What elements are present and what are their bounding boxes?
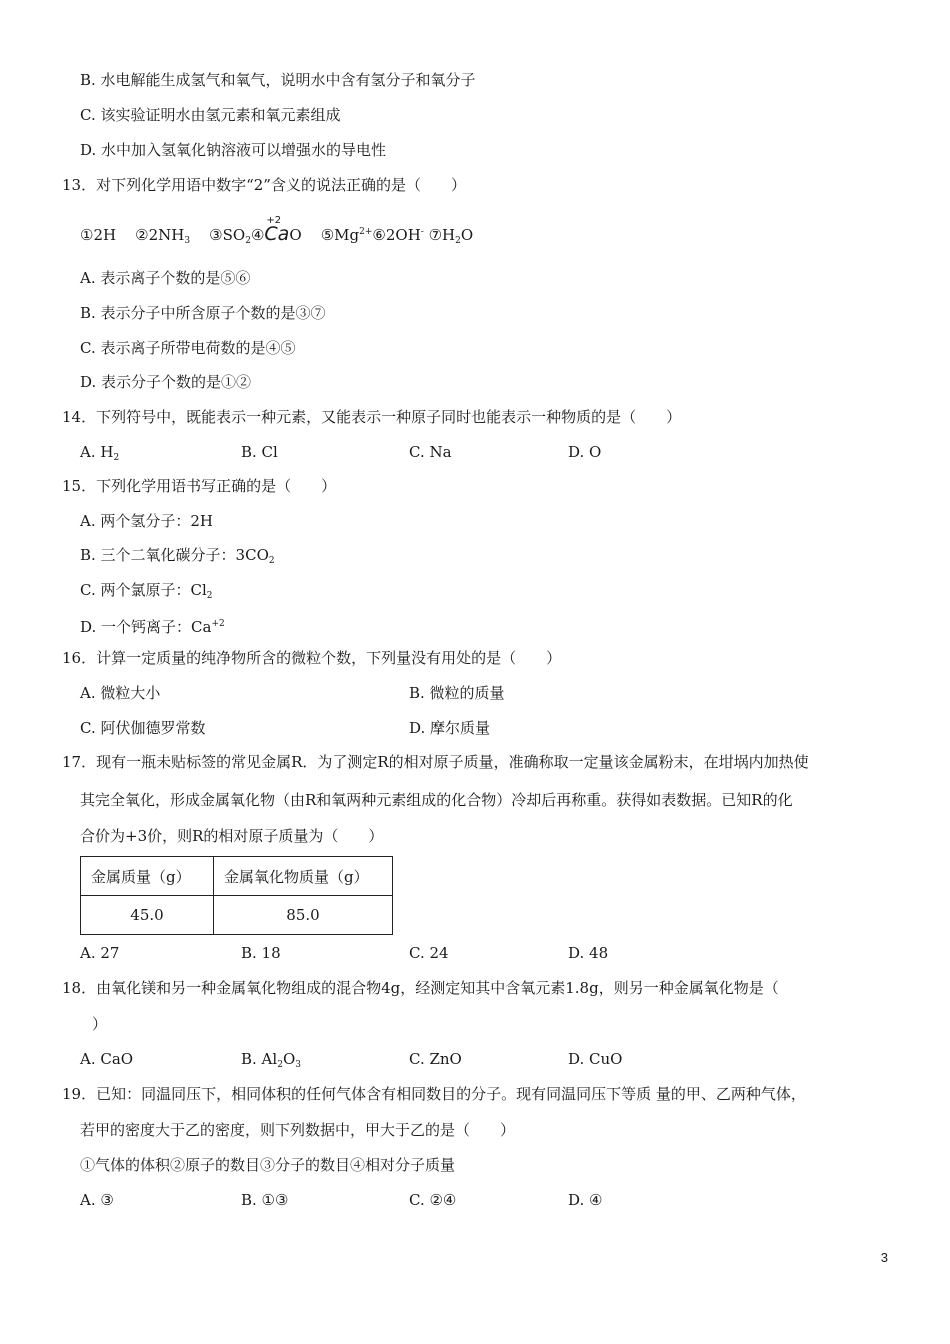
q12-option-b: B. 水电解能生成氢气和氧气，说明水中含有氢分子和氧分子	[80, 71, 476, 89]
page-number: 3	[880, 1250, 888, 1265]
q18-option-d: D. CuO	[568, 1050, 623, 1068]
q19-option-b: B. ①③	[241, 1191, 289, 1209]
q16-option-a: A. 微粒大小	[80, 684, 161, 702]
q19-option-a: A. ③	[80, 1191, 114, 1209]
q12-option-d: D. 水中加入氢氧化钠溶液可以增强水的导电性	[80, 141, 387, 159]
q15-option-a: A. 两个氢分子：2H	[80, 512, 213, 530]
symbol-5: $⑤Mg^{2+}$	[320, 226, 373, 244]
q19-line-3: ①气体的体积②原子的数目③分子的数目④相对分子质量	[80, 1156, 456, 1174]
q17-option-d: D. 48	[568, 944, 609, 962]
table-header: 金属质量（g）	[81, 857, 214, 896]
q18-line-2: ）	[92, 1015, 108, 1033]
q18-option-b: B. $Al_2O_3$	[241, 1050, 301, 1070]
table-header: 金属氧化物质量（g）	[214, 857, 393, 896]
q17-line-2: 其完全氧化，形成金属氧化物（由R和氧两种元素组成的化合物）冷却后再称重。获得如表数据。已知R的化	[80, 791, 793, 809]
q14-option-a: A. $H_2$	[80, 443, 120, 463]
q14-stem: 14．下列符号中，既能表示一种元素，又能表示一种原子同时也能表示一种物质的是（ ）	[62, 408, 682, 426]
q17-line-1: 17．现有一瓶未贴标签的常见金属R．为了测定R的相对原子质量，准确称取一定量该金属粉末，在坩埚内加热使	[62, 753, 809, 771]
q19-line-2: 若甲的密度大于乙的密度，则下列数据中，甲大于乙的是（ ）	[80, 1121, 516, 1139]
q16-stem: 16．计算一定质量的纯净物所含的微粒个数，下列量没有用处的是（ ）	[62, 649, 562, 667]
q14-option-d: D. O	[568, 443, 602, 461]
q19-line-1: 19．已知：同温同压下，相同体积的任何气体含有相同数目的分子。现有同温同压下等质 量的甲、乙两种气体，	[62, 1085, 806, 1103]
q17-line-3: 合价为+3价，则R的相对原子质量为（ ）	[80, 827, 384, 845]
symbol-2: $②2NH_3$	[135, 226, 191, 246]
q18-line-1: 18．由氧化镁和另一种金属氧化物组成的混合物4g，经测定知其中含氧元素1.8g，则另一种金属氧化物是（	[62, 979, 779, 997]
table-cell: 45.0	[81, 896, 214, 935]
table-header-row	[81, 857, 393, 896]
table-cell: 85.0	[214, 896, 393, 935]
q16-option-c: C. 阿伏伽德罗常数	[80, 719, 206, 737]
q13-option-b: B. 表示分子中所含原子个数的是③⑦	[80, 304, 326, 322]
q17-option-c: C. 24	[409, 944, 449, 962]
q17-option-a: A. 27	[80, 944, 120, 962]
q15-option-c: C. 两个氯原子：$Cl_2$	[80, 581, 213, 601]
q14-option-c: C. Na	[409, 443, 452, 461]
data-table	[80, 856, 393, 935]
q13-option-c: C. 表示离子所带电荷数的是④⑤	[80, 339, 296, 357]
symbol-1: ①2H	[80, 226, 117, 244]
q15-stem: 15．下列化学用语书写正确的是（ ）	[62, 477, 337, 495]
q13-stem: 13．对下列化学用语中数字“2”含义的说法正确的是（ ）	[62, 176, 466, 194]
symbol-3: $③SO_2$	[209, 226, 251, 246]
q13-symbols	[80, 215, 474, 251]
q13-option-a: A. 表示离子个数的是⑤⑥	[80, 269, 251, 287]
q18-option-c: C. ZnO	[409, 1050, 462, 1068]
symbol-6: ⑥2OH-	[372, 226, 424, 244]
symbol-4: ④ +2 CaO	[251, 226, 302, 244]
q12-option-c: C. 该实验证明水由氢元素和氧元素组成	[80, 106, 341, 124]
q17-option-b: B. 18	[241, 944, 281, 962]
valence-label: +2	[266, 215, 282, 226]
q13-option-d: D. 表示分子个数的是①②	[80, 373, 252, 391]
q14-option-b: B. Cl	[241, 443, 278, 461]
q15-option-d: D. 一个钙离子：$Ca^{+2}$	[80, 618, 225, 636]
q16-option-d: D. 摩尔质量	[409, 719, 491, 737]
q15-option-b: B. 三个二氧化碳分子：$3CO_2$	[80, 546, 275, 566]
symbol-7: $⑦H_2O$	[428, 226, 474, 246]
q18-option-a: A. CaO	[80, 1050, 134, 1068]
q19-option-c: C. ②④	[409, 1191, 457, 1209]
q16-option-b: B. 微粒的质量	[409, 684, 505, 702]
table-row	[81, 896, 393, 935]
q19-option-d: D. ④	[568, 1191, 603, 1209]
